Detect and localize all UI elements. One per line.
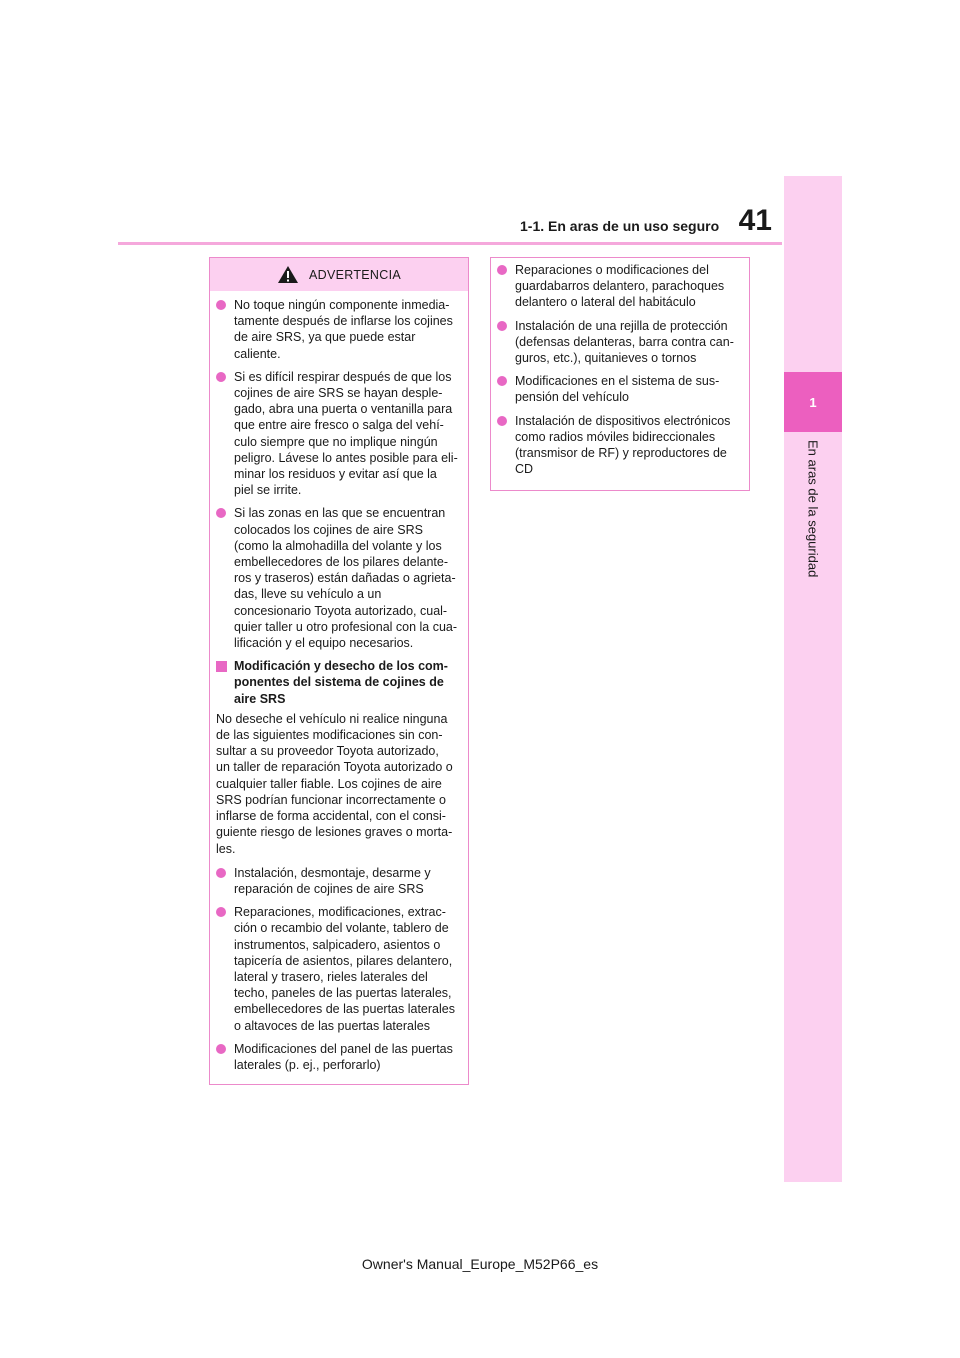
list-item bbox=[216, 865, 462, 897]
list-item bbox=[216, 297, 462, 362]
square-bullet-icon bbox=[216, 658, 234, 707]
list-item-text: Instalación de dispositivos electrónicos como radios móviles bidireccionales (transmisor de RF) y reproductores de CD bbox=[515, 413, 731, 477]
warning-body bbox=[210, 291, 468, 1084]
subheading-text: Modificación y desecho de los com- ponentes del sistema de cojines de aire SRS bbox=[234, 659, 448, 706]
warning-box bbox=[209, 257, 469, 1085]
chapter-label-text: En aras de la seguridad bbox=[805, 440, 821, 578]
bullet-dot-icon bbox=[216, 369, 234, 499]
list-item bbox=[216, 505, 462, 651]
warning-title: ADVERTENCIA bbox=[309, 267, 401, 282]
list-item bbox=[497, 262, 743, 311]
list-item-text: Reparaciones o modificaciones del guardabarros delantero, parachoques delantero o lateral del habitáculo bbox=[515, 263, 725, 310]
bullet-dot-icon bbox=[216, 297, 234, 362]
warning-paragraph: No deseche el vehículo ni realice ninguna de las siguientes modificaciones sin con- sultar a su proveedor Toyota autorizado, un taller de reparación Toyota autorizado o cualquier taller fiable. Los cojines de aire SRS podrían funcionar incorrectamente o inflarse de forma accidental, con el consi- guiente riesgo de lesiones graves o morta- les. bbox=[216, 711, 453, 856]
list-item bbox=[497, 413, 743, 478]
list-item bbox=[497, 318, 743, 367]
bullet-dot-icon bbox=[216, 1041, 234, 1073]
list-item-text: Si es difícil respirar después de que los cojines de aire SRS se hayan desple- gado, abra una puerta o ventanilla para que entre aire fresco o salga del vehí- culo siempre que no implique ningún peligro. Lávese lo antes posible para eli- minar los residuos y evitar así que la piel se irrite. bbox=[234, 369, 458, 498]
warning-triangle-icon bbox=[277, 265, 299, 284]
bullet-dot-icon bbox=[497, 373, 515, 405]
list-item bbox=[216, 904, 462, 1034]
continued-box bbox=[490, 257, 750, 491]
bullet-dot-icon bbox=[216, 904, 234, 1034]
list-item-text: Instalación, desmontaje, desarme y reparación de cojines de aire SRS bbox=[234, 865, 431, 896]
warning-header bbox=[210, 258, 468, 291]
footer-text: Owner's Manual_Europe_M52P66_es bbox=[361, 1256, 599, 1272]
chapter-label bbox=[784, 440, 842, 590]
list-item bbox=[497, 373, 743, 405]
list-item bbox=[216, 369, 462, 499]
chapter-number: 1 bbox=[784, 372, 842, 432]
side-tab bbox=[784, 176, 842, 1182]
list-item-text: Instalación de una rejilla de protección (defensas delanteras, barra contra can- guros, etc.), quitanieves o tornos bbox=[515, 318, 734, 366]
bullet-dot-icon bbox=[497, 413, 515, 478]
header-rule bbox=[118, 242, 782, 245]
bullet-dot-icon bbox=[497, 318, 515, 367]
list-item-text: Si las zonas en las que se encuentran colocados los cojines de aire SRS (como la almohadilla del volante y los embellecedores de los pilares delante- ros y traseros) están dañadas o agrieta- das, lleve su vehículo a un concesionario Toyota autorizado, cual- quier taller u otro profesional con la cua- lificación y el equipo necesarios. bbox=[234, 506, 458, 651]
list-item bbox=[216, 1041, 462, 1073]
list-item-text: No toque ningún componente inmedia- tamente después de inflarse los cojines de aire SRS, ya que puede estar caliente. bbox=[234, 298, 453, 361]
page-number: 41 bbox=[738, 204, 772, 237]
bullet-dot-icon bbox=[216, 505, 234, 651]
list-item-text: Reparaciones, modificaciones, extrac- ción o recambio del volante, tablero de instrumentos, salpicadero, asientos o tapicería de asientos, pilares delantero, lateral y trasero, rieles laterales del techo, paneles de las puertas laterales, embellecedores de las puertas laterales o altavoces de las puertas laterales bbox=[234, 905, 455, 1033]
section-title: 1-1. En aras de un uso seguro bbox=[520, 218, 720, 234]
list-item-text: Modificaciones en el sistema de sus- pensión del vehículo bbox=[515, 374, 720, 405]
list-item-text: Modificaciones del panel de las puertas laterales (p. ej., perforarlo) bbox=[234, 1041, 453, 1072]
bullet-dot-icon bbox=[497, 262, 515, 311]
continued-body bbox=[491, 258, 749, 488]
subheading bbox=[216, 658, 462, 707]
bullet-dot-icon bbox=[216, 865, 234, 897]
